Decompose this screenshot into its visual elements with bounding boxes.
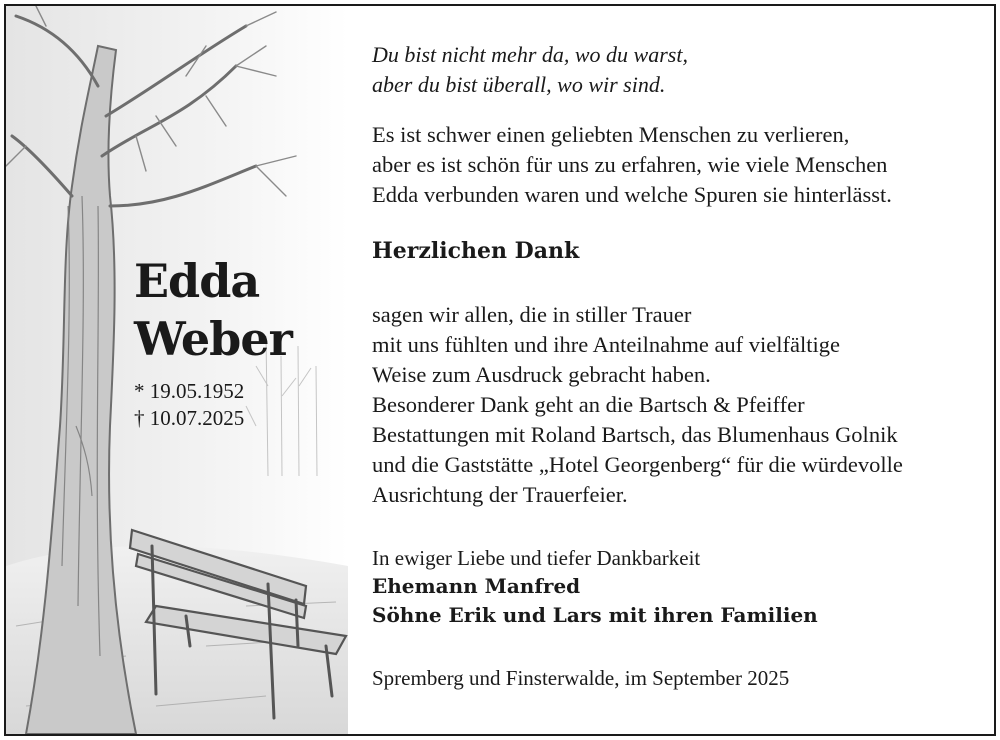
deceased-last-name: Weber xyxy=(134,312,292,366)
intro-line: Edda verbunden waren und welche Spuren sie hinterlässt. xyxy=(372,182,892,207)
intro-line: Es ist schwer einen geliebten Menschen zu verlieren, xyxy=(372,122,850,147)
deceased-first-name: Edda xyxy=(134,254,260,308)
thanks-line: Bestattungen mit Roland Bartsch, das Blumenhaus Golnik xyxy=(372,422,898,447)
memorial-quote xyxy=(372,40,982,100)
obituary-notice xyxy=(4,4,996,736)
quote-line: Du bist nicht mehr da, wo du warst, xyxy=(372,42,688,67)
thanks-paragraph xyxy=(372,300,982,510)
place-date: Spremberg und Finsterwalde, im September 2025 xyxy=(372,666,790,690)
quote-line: aber du bist überall, wo wir sind. xyxy=(372,72,666,97)
intro-paragraph xyxy=(372,120,982,210)
death-date: † 10.07.2025 xyxy=(134,406,245,430)
closing-line: In ewiger Liebe und tiefer Dankbarkeit xyxy=(372,546,701,570)
life-dates xyxy=(134,378,292,432)
thanks-line: mit uns fühlten und ihre Anteilnahme auf vielfältige xyxy=(372,332,841,357)
thanks-line: und die Gaststätte „Hotel Georgenberg“ für die würdevolle xyxy=(372,452,903,477)
notice-text xyxy=(372,40,982,692)
thanks-heading: Herzlichen Dank xyxy=(372,238,580,264)
thanks-line: Weise zum Ausdruck gebracht haben. xyxy=(372,362,711,387)
signer-husband: Ehemann Manfred xyxy=(372,574,581,598)
birth-date: * 19.05.1952 xyxy=(134,379,245,403)
signer-sons: Söhne Erik und Lars mit ihren Familien xyxy=(372,603,818,627)
deceased-block xyxy=(134,252,292,432)
thanks-line: sagen wir allen, die in stiller Trauer xyxy=(372,302,692,327)
thanks-line: Besonderer Dank geht an die Bartsch & Pfeiffer xyxy=(372,392,805,417)
intro-line: aber es ist schön für uns zu erfahren, wie viele Menschen xyxy=(372,152,888,177)
closing-block xyxy=(372,544,982,630)
thanks-line: Ausrichtung der Trauerfeier. xyxy=(372,482,628,507)
